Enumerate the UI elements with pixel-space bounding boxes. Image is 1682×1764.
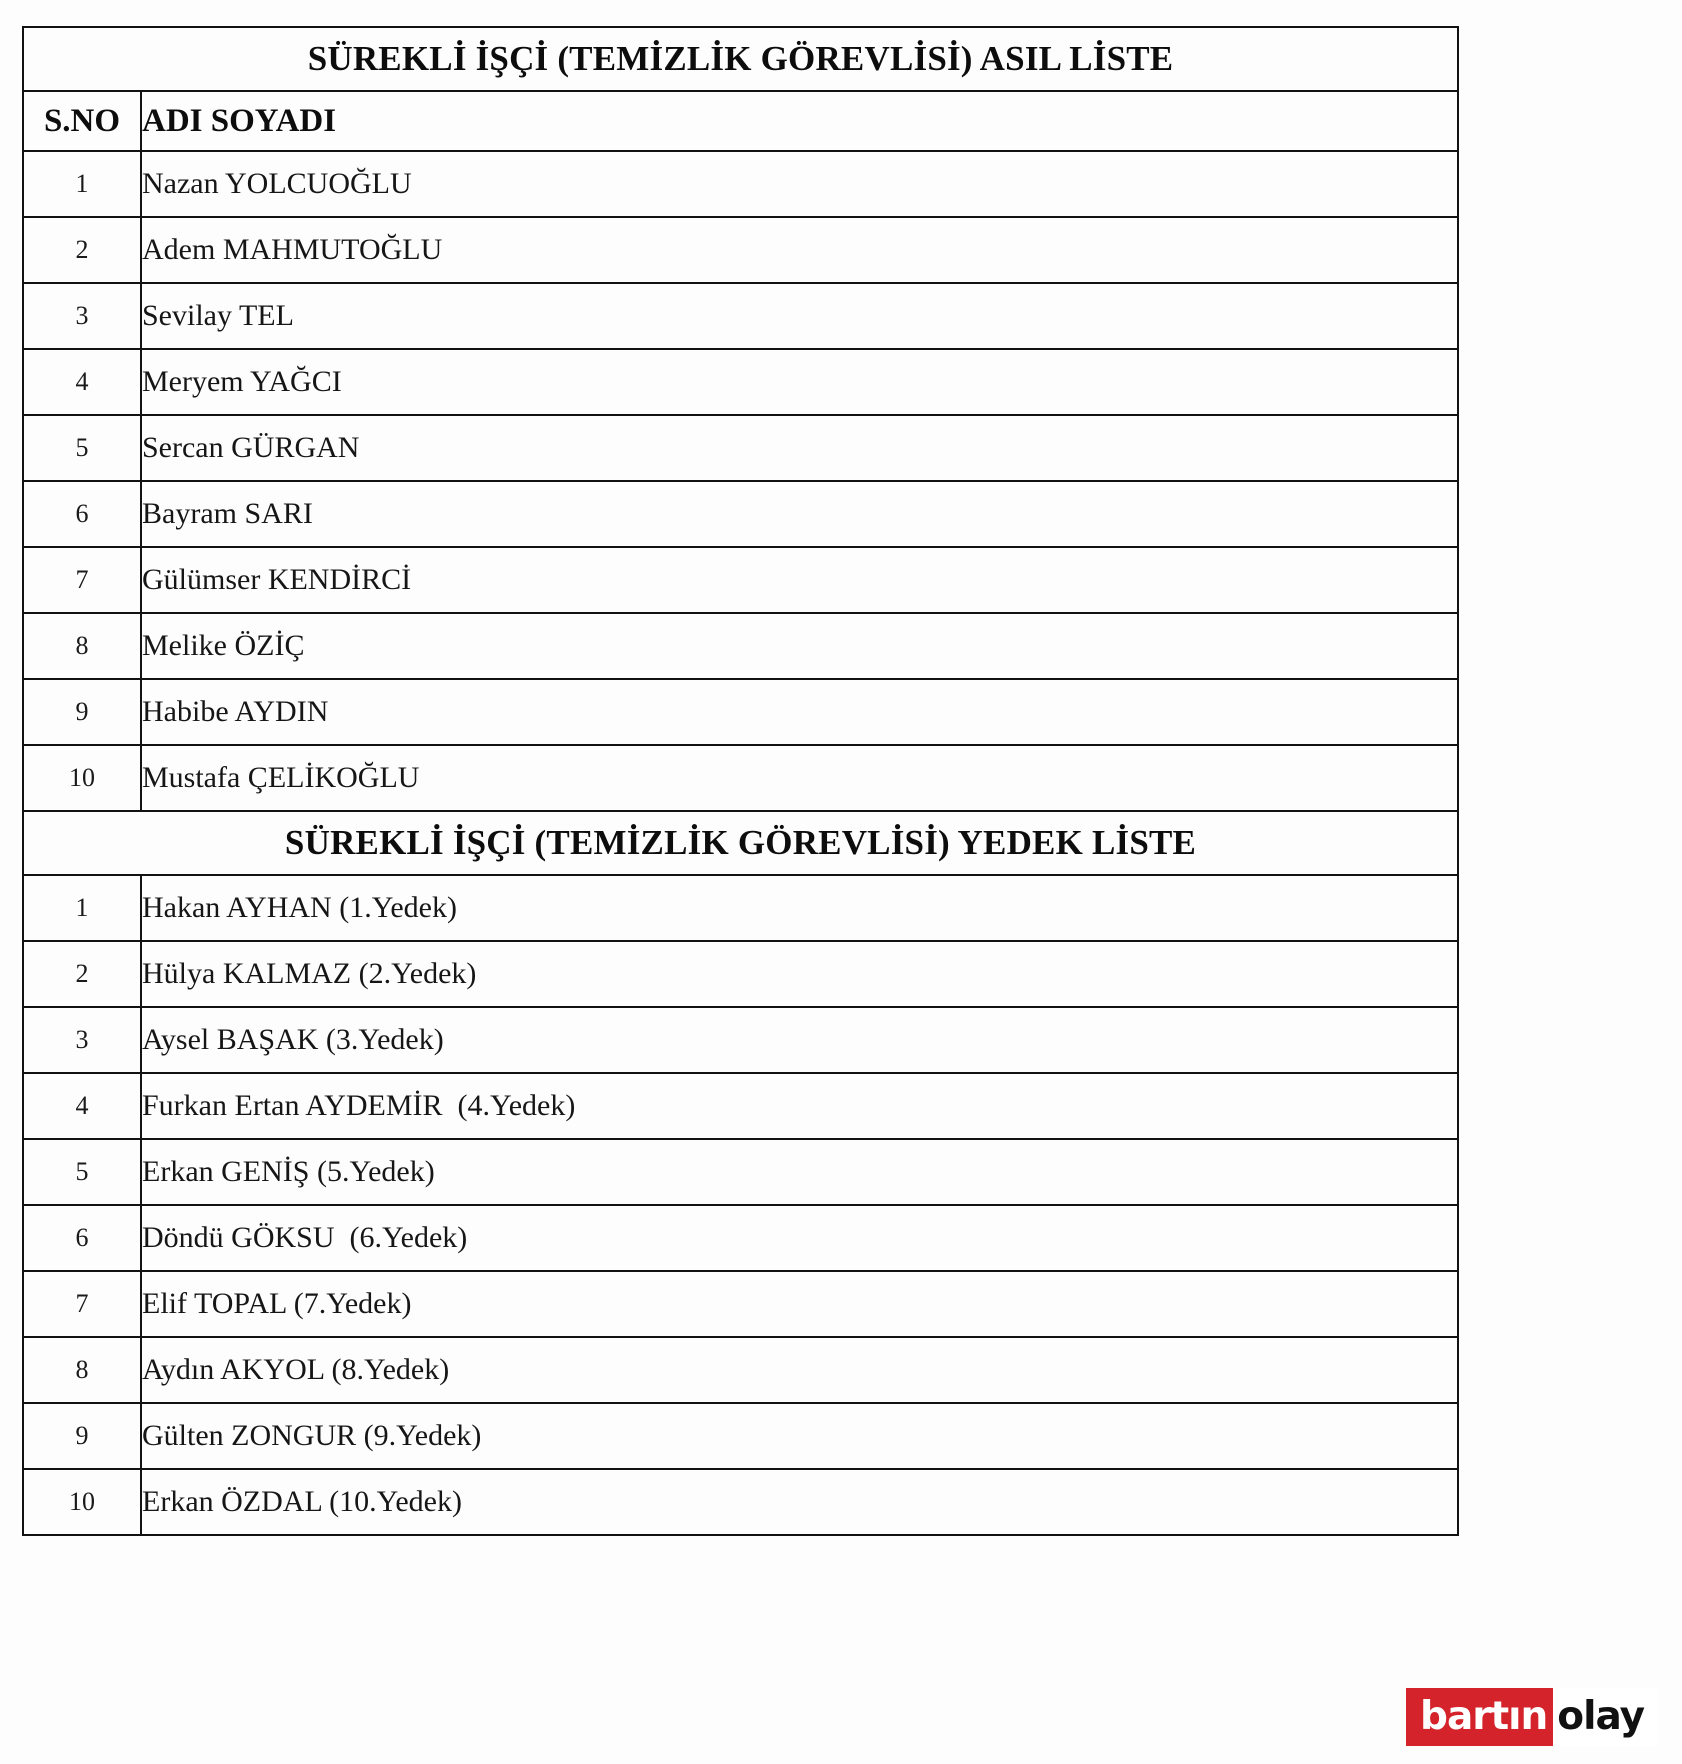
table-row [23,1007,1458,1073]
column-header-name-label: ADI SOYADI [142,102,337,139]
section-title: SÜREKLİ İŞÇİ (TEMİZLİK GÖREVLİSİ) YEDEK LİSTE [284,822,1197,862]
table-row [23,1205,1458,1271]
row-number-cell: 3 [23,283,141,349]
section-title: SÜREKLİ İŞÇİ (TEMİZLİK GÖREVLİSİ) ASIL LİSTE [307,38,1174,78]
table-row [23,1271,1458,1337]
table-row [23,1073,1458,1139]
column-header-row [23,91,1458,151]
section-title-row [23,27,1458,91]
row-number-cell: 1 [23,875,141,941]
row-number-cell: 2 [23,941,141,1007]
row-name-cell: Erkan ÖZDAL (10.Yedek) [141,1469,1458,1535]
table-row [23,941,1458,1007]
row-name-cell: Furkan Ertan AYDEMİR (4.Yedek) [141,1073,1458,1139]
row-number-cell: 5 [23,415,141,481]
table-row [23,415,1458,481]
row-number-cell: 2 [23,217,141,283]
row-name-cell: Bayram SARI [141,481,1458,547]
row-name-cell: Nazan YOLCUOĞLU [141,151,1458,217]
row-name-cell: Adem MAHMUTOĞLU [141,217,1458,283]
row-name-cell: Hülya KALMAZ (2.Yedek) [141,941,1458,1007]
row-number-cell: 3 [23,1007,141,1073]
row-number-cell: 7 [23,547,141,613]
row-number-cell: 9 [23,679,141,745]
row-number-cell: 6 [23,1205,141,1271]
row-name-cell: Sevilay TEL [141,283,1458,349]
table-row [23,1139,1458,1205]
row-name-cell: Sercan GÜRGAN [141,415,1458,481]
row-name-cell: Gülümser KENDİRCİ [141,547,1458,613]
row-number-cell: 9 [23,1403,141,1469]
section-title-row [23,811,1458,875]
table-body [23,27,1458,1535]
watermark-brand-primary: bartın [1406,1688,1553,1746]
table-row [23,151,1458,217]
watermark-brand-secondary: olay [1553,1688,1658,1746]
row-name-cell: Habibe AYDIN [141,679,1458,745]
table-row [23,1469,1458,1535]
bartinolay-watermark-logo [1406,1688,1658,1746]
row-name-cell: Aysel BAŞAK (3.Yedek) [141,1007,1458,1073]
table-row [23,547,1458,613]
row-name-cell: Meryem YAĞCI [141,349,1458,415]
row-name-cell: Erkan GENİŞ (5.Yedek) [141,1139,1458,1205]
table-row [23,1337,1458,1403]
table-row [23,679,1458,745]
row-name-cell: Aydın AKYOL (8.Yedek) [141,1337,1458,1403]
row-number-cell: 8 [23,1337,141,1403]
row-name-cell: Melike ÖZİÇ [141,613,1458,679]
table-row [23,217,1458,283]
row-number-cell: 6 [23,481,141,547]
row-number-cell: 1 [23,151,141,217]
row-number-cell: 10 [23,745,141,811]
column-header-no [23,91,141,151]
row-name-cell: Elif TOPAL (7.Yedek) [141,1271,1458,1337]
table-row [23,1403,1458,1469]
row-name-cell: Hakan AYHAN (1.Yedek) [141,875,1458,941]
table-row [23,349,1458,415]
section-title-cell [23,811,1458,875]
column-header-no-label: S.NO [43,102,121,139]
row-number-cell: 4 [23,349,141,415]
personnel-list-table [22,26,1459,1536]
row-number-cell: 7 [23,1271,141,1337]
row-number-cell: 5 [23,1139,141,1205]
table-row [23,875,1458,941]
table-row [23,283,1458,349]
row-number-cell: 10 [23,1469,141,1535]
row-number-cell: 4 [23,1073,141,1139]
row-name-cell: Gülten ZONGUR (9.Yedek) [141,1403,1458,1469]
row-number-cell: 8 [23,613,141,679]
column-header-name [141,91,1458,151]
table-row [23,613,1458,679]
section-title-cell [23,27,1458,91]
row-name-cell: Mustafa ÇELİKOĞLU [141,745,1458,811]
table-row [23,745,1458,811]
table-row [23,481,1458,547]
row-name-cell: Döndü GÖKSU (6.Yedek) [141,1205,1458,1271]
